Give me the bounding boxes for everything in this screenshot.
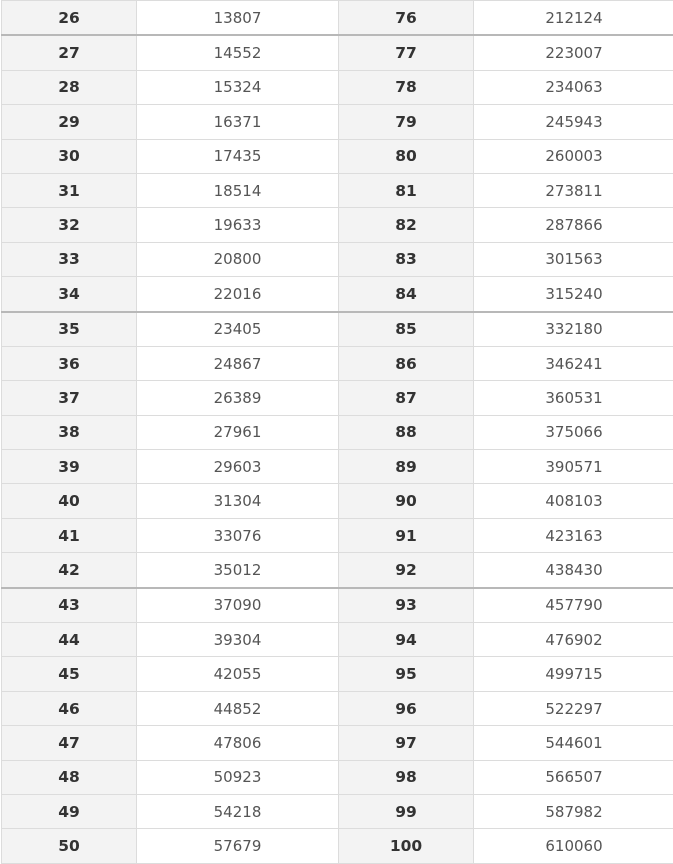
table-row	[2, 588, 673, 623]
value-cell: 24867	[137, 346, 339, 380]
level-cell: 97	[339, 726, 474, 760]
value-cell: 544601	[474, 726, 673, 760]
level-cell: 82	[339, 208, 474, 242]
table-row	[2, 760, 673, 794]
value-cell: 14552	[137, 35, 339, 70]
table-row	[2, 623, 673, 657]
value-cell: 408103	[474, 484, 673, 518]
value-cell: 31304	[137, 484, 339, 518]
level-cell: 30	[2, 139, 137, 173]
value-cell: 457790	[474, 588, 673, 623]
level-cell: 99	[339, 794, 474, 828]
table-row	[2, 105, 673, 139]
level-cell: 31	[2, 173, 137, 207]
value-cell: 587982	[474, 794, 673, 828]
value-cell: 438430	[474, 553, 673, 588]
table-row	[2, 277, 673, 312]
level-cell: 47	[2, 726, 137, 760]
level-cell: 41	[2, 518, 137, 552]
table-row	[2, 794, 673, 828]
level-cell: 93	[339, 588, 474, 623]
table-row	[2, 450, 673, 484]
value-cell: 332180	[474, 312, 673, 347]
table-row	[2, 415, 673, 449]
level-cell: 50	[2, 829, 137, 863]
level-cell: 79	[339, 105, 474, 139]
value-cell: 39304	[137, 623, 339, 657]
level-cell: 38	[2, 415, 137, 449]
value-cell: 22016	[137, 277, 339, 312]
table-row	[2, 381, 673, 415]
value-cell: 47806	[137, 726, 339, 760]
level-cell: 33	[2, 242, 137, 276]
level-cell: 32	[2, 208, 137, 242]
level-cell: 96	[339, 691, 474, 725]
level-cell: 28	[2, 70, 137, 104]
level-cell: 40	[2, 484, 137, 518]
level-cell: 95	[339, 657, 474, 691]
level-cell: 39	[2, 450, 137, 484]
value-cell: 20800	[137, 242, 339, 276]
value-cell: 245943	[474, 105, 673, 139]
value-cell: 234063	[474, 70, 673, 104]
value-cell: 499715	[474, 657, 673, 691]
level-cell: 49	[2, 794, 137, 828]
table-body	[2, 1, 673, 864]
table-row	[2, 70, 673, 104]
level-cell: 81	[339, 173, 474, 207]
level-cell: 84	[339, 277, 474, 312]
table-row	[2, 657, 673, 691]
level-cell: 91	[339, 518, 474, 552]
value-cell: 35012	[137, 553, 339, 588]
value-cell: 346241	[474, 346, 673, 380]
value-cell: 360531	[474, 381, 673, 415]
table-row	[2, 829, 673, 863]
level-cell: 29	[2, 105, 137, 139]
level-cell: 45	[2, 657, 137, 691]
level-cell: 92	[339, 553, 474, 588]
level-cell: 88	[339, 415, 474, 449]
value-cell: 57679	[137, 829, 339, 863]
level-cell: 26	[2, 1, 137, 36]
table-row	[2, 1, 673, 36]
level-cell: 80	[339, 139, 474, 173]
level-cell: 94	[339, 623, 474, 657]
level-cell: 48	[2, 760, 137, 794]
level-cell: 87	[339, 381, 474, 415]
value-cell: 273811	[474, 173, 673, 207]
level-cell: 76	[339, 1, 474, 36]
table-row	[2, 691, 673, 725]
value-cell: 566507	[474, 760, 673, 794]
table-row	[2, 312, 673, 347]
level-cell: 100	[339, 829, 474, 863]
value-cell: 212124	[474, 1, 673, 36]
level-cell: 78	[339, 70, 474, 104]
value-cell: 375066	[474, 415, 673, 449]
level-cell: 46	[2, 691, 137, 725]
value-cell: 301563	[474, 242, 673, 276]
level-cell: 86	[339, 346, 474, 380]
level-cell: 42	[2, 553, 137, 588]
table-row	[2, 518, 673, 552]
value-cell: 260003	[474, 139, 673, 173]
value-cell: 423163	[474, 518, 673, 552]
table-row	[2, 726, 673, 760]
table-row	[2, 139, 673, 173]
table-row	[2, 484, 673, 518]
value-cell: 390571	[474, 450, 673, 484]
value-cell: 315240	[474, 277, 673, 312]
level-cell: 90	[339, 484, 474, 518]
value-cell: 13807	[137, 1, 339, 36]
level-cell: 44	[2, 623, 137, 657]
value-cell: 287866	[474, 208, 673, 242]
level-cell: 34	[2, 277, 137, 312]
value-cell: 522297	[474, 691, 673, 725]
value-cell: 42055	[137, 657, 339, 691]
value-cell: 19633	[137, 208, 339, 242]
value-cell: 26389	[137, 381, 339, 415]
value-cell: 16371	[137, 105, 339, 139]
level-cell: 98	[339, 760, 474, 794]
value-cell: 18514	[137, 173, 339, 207]
table-row	[2, 35, 673, 70]
value-cell: 27961	[137, 415, 339, 449]
value-cell: 17435	[137, 139, 339, 173]
value-cell: 50923	[137, 760, 339, 794]
value-cell: 223007	[474, 35, 673, 70]
value-cell: 37090	[137, 588, 339, 623]
value-cell: 476902	[474, 623, 673, 657]
value-cell: 610060	[474, 829, 673, 863]
table-row	[2, 242, 673, 276]
level-cell: 36	[2, 346, 137, 380]
value-cell: 54218	[137, 794, 339, 828]
value-cell: 15324	[137, 70, 339, 104]
level-cell: 43	[2, 588, 137, 623]
table-row	[2, 346, 673, 380]
value-cell: 23405	[137, 312, 339, 347]
table-row	[2, 208, 673, 242]
level-value-table	[1, 0, 673, 864]
level-cell: 85	[339, 312, 474, 347]
table-row	[2, 173, 673, 207]
level-cell: 35	[2, 312, 137, 347]
value-cell: 29603	[137, 450, 339, 484]
level-cell: 89	[339, 450, 474, 484]
value-cell: 44852	[137, 691, 339, 725]
value-cell: 33076	[137, 518, 339, 552]
table-row	[2, 553, 673, 588]
level-cell: 77	[339, 35, 474, 70]
level-cell: 37	[2, 381, 137, 415]
level-cell: 27	[2, 35, 137, 70]
level-cell: 83	[339, 242, 474, 276]
